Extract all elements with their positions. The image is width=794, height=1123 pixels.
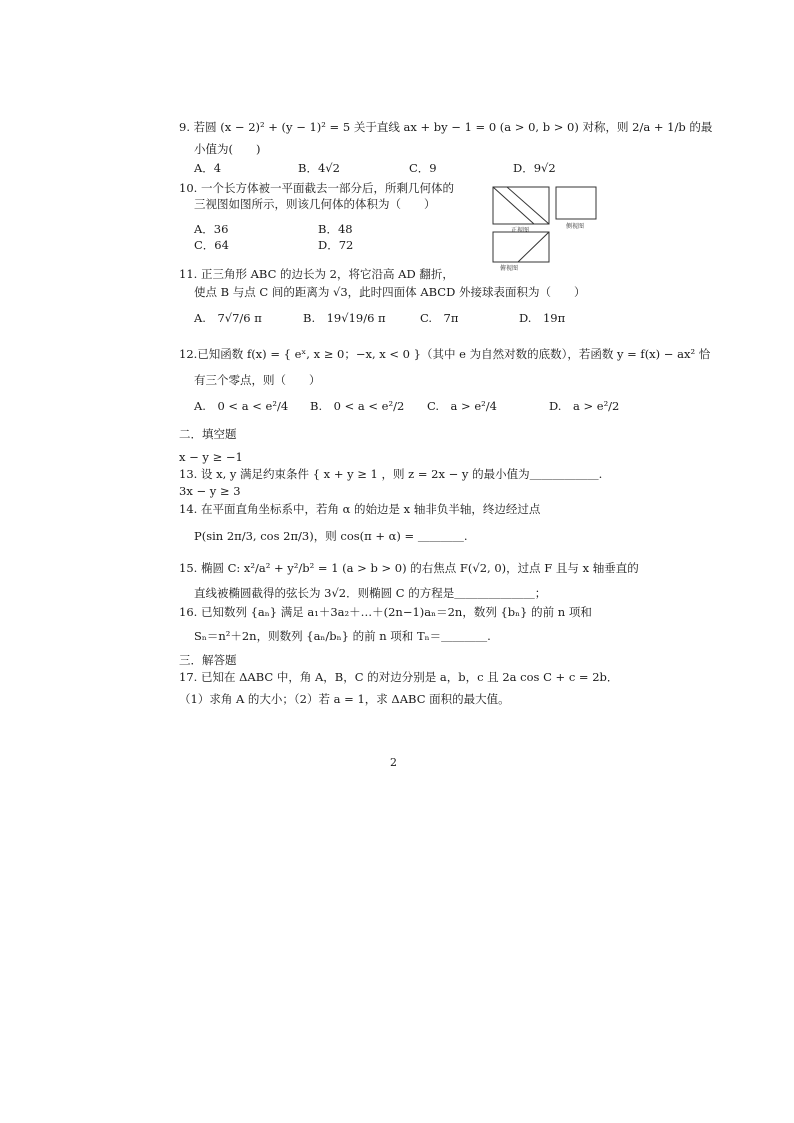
q13-line-3: 3x − y ≥ 3: [179, 484, 241, 498]
three-view-figure: [490, 182, 610, 274]
q9-option-a: A．4: [194, 161, 222, 175]
top-view-drawing: [493, 232, 549, 262]
front-view-drawing: [493, 187, 549, 224]
q14-line-2: P(sin 2π/3, cos 2π/3)，则 cos(π + α) = ＿＿＿＿.: [194, 529, 468, 543]
q12-option-a: A. 0 < a < e²/4: [194, 399, 289, 413]
q11-option-d: D. 19π: [519, 311, 566, 325]
q11-option-b: B. 19√19/6 π: [303, 311, 386, 325]
section-heading-solve: 三．解答题: [179, 653, 237, 667]
q10-option-c: C．64: [194, 238, 229, 252]
q13-line-1: x − y ≥ −1: [179, 450, 243, 464]
q16-line-2: Sₙ＝n²＋2n，则数列 {aₙ/bₙ} 的前 n 项和 Tₙ＝＿＿＿＿.: [194, 629, 491, 643]
q16-line-1: 16. 已知数列 {aₙ} 满足 a₁＋3a₂＋…＋(2n−1)aₙ＝2n，数列 {bₙ} 的前 n 项和: [179, 605, 592, 619]
q10-option-a: A．36: [194, 222, 229, 236]
side-view-label: 侧视图: [566, 223, 585, 230]
page-number: 2: [390, 756, 397, 769]
q11-option-c: C. 7π: [420, 311, 459, 325]
q10-line-1: 10. 一个长方体被一平面截去一部分后，所剩几何体的: [179, 181, 454, 195]
q11-line-2: 使点 B 与点 C 间的距离为 √3，此时四面体 ABCD 外接球表面积为（ ）: [194, 285, 586, 299]
section-heading-fill-in: 二．填空题: [179, 427, 237, 441]
q11-option-a: A. 7√7/6 π: [194, 311, 262, 325]
front-view-label: 正视图: [511, 227, 530, 234]
q9-option-c: C．9: [409, 161, 437, 175]
q13-line-2: 13. 设 x, y 满足约束条件 { x + y ≥ 1 ，则 z = 2x − y 的最小值为＿＿＿＿＿＿.: [179, 467, 603, 481]
q15-line-2: 直线被椭圆截得的弦长为 3√2．则椭圆 C 的方程是＿＿＿＿＿＿＿；: [194, 586, 547, 600]
q9-option-d: D．9√2: [513, 161, 556, 175]
q12-line-1: 12.已知函数 f(x) = { eˣ, x ≥ 0；−x, x < 0 }（其中 e 为自然对数的底数），若函数 y = f(x) − ax² 恰: [179, 347, 711, 361]
q12-option-c: C. a > e²/4: [427, 399, 497, 413]
q9-line-2: 小值为( ): [194, 142, 261, 156]
q10-line-2: 三视图如图所示，则该几何体的体积为（ ）: [194, 197, 436, 211]
q14-line-1: 14. 在平面直角坐标系中，若角 α 的始边是 x 轴非负半轴，终边经过点: [179, 502, 541, 516]
q17-line-1: 17. 已知在 ΔABC 中，角 A，B，C 的对边分别是 a，b，c 且 2a cos C + c = 2b．: [179, 670, 619, 684]
q12-option-d: D. a > e²/2: [549, 399, 620, 413]
q10-option-b: B．48: [318, 222, 353, 236]
q12-line-2: 有三个零点，则（ ）: [194, 373, 321, 387]
q15-line-1: 15. 椭圆 C: x²/a² + y²/b² = 1 (a > b > 0) 的右焦点 F(√2, 0)，过点 F 且与 x 轴垂直的: [179, 561, 639, 575]
q12-option-b: B. 0 < a < e²/2: [310, 399, 405, 413]
q11-line-1: 11. 正三角形 ABC 的边长为 2，将它沿高 AD 翻折，: [179, 267, 454, 281]
q10-option-d: D．72: [318, 238, 354, 252]
q17-line-2: （1）求角 A 的大小；（2）若 a = 1，求 ΔABC 面积的最大值。: [179, 692, 510, 706]
q9-option-b: B．4√2: [298, 161, 340, 175]
top-view-label: 俯视图: [500, 265, 519, 272]
side-view-drawing: [556, 187, 596, 219]
q9-line-1: 9. 若圆 (x − 2)² + (y − 1)² = 5 关于直线 ax + by − 1 = 0 (a > 0, b > 0) 对称，则 2/a + 1/b 的最: [179, 120, 713, 134]
